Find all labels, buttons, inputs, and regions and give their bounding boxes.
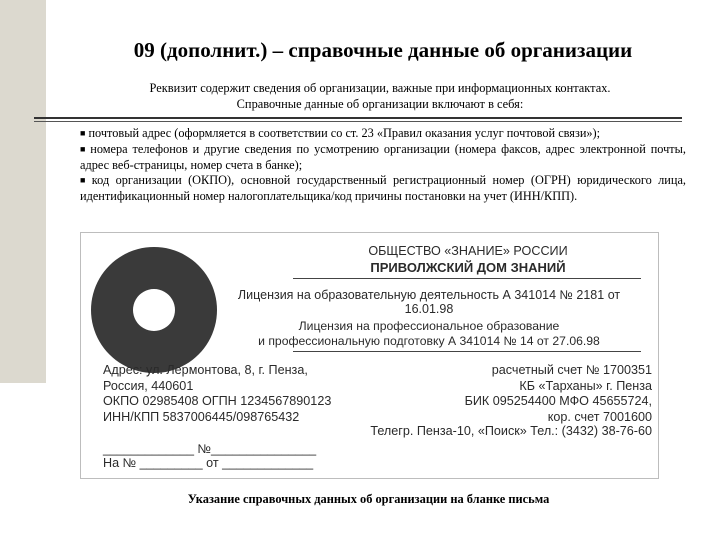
bank-line: БИК 095254400 МФО 45655724, bbox=[464, 394, 652, 408]
org-division: ПРИВОЛЖСКИЙ ДОМ ЗНАНИЙ bbox=[370, 260, 566, 275]
bullet-square-icon: ■ bbox=[80, 175, 89, 186]
telegraph-phone: Телегр. Пенза-10, «Поиск» Тел.: (3432) 38-76-60 bbox=[370, 424, 652, 438]
bullet-list bbox=[80, 126, 686, 205]
bullet-text: номера телефонов и другие сведения по усмотрению организации (номера факсов, адрес электронной почты, адрес веб-страницы, номер счета в банке); bbox=[80, 141, 687, 172]
ring-logo-icon bbox=[89, 245, 219, 375]
registration-fields bbox=[103, 442, 316, 470]
license-professional-line-1: Лицензия на профессиональное образование bbox=[298, 319, 560, 333]
letterhead-divider-2 bbox=[293, 351, 641, 352]
license-professional-line-2: и профессиональную подготовку А 341014 № 14 от 27.06.98 bbox=[258, 334, 600, 348]
intro-line-1: Реквизит содержит сведения об организации, важные при информационных контактах. bbox=[149, 81, 611, 95]
letterhead-sample bbox=[80, 232, 659, 479]
bank-line: кор. счет 7001600 bbox=[547, 409, 652, 424]
bank-line: КБ «Тарханы» г. Пенза bbox=[519, 378, 652, 393]
bank-details bbox=[465, 363, 652, 425]
address-block bbox=[103, 363, 331, 425]
divider-thick bbox=[34, 117, 682, 119]
address-line: Адрес: ул. Лермонтова, 8, г. Пенза, bbox=[103, 363, 308, 377]
intro-text bbox=[60, 80, 700, 112]
bullet-square-icon: ■ bbox=[80, 143, 88, 154]
license-education: Лицензия на образовательную деятельность А 341014 № 2181 от 16.01.98 bbox=[237, 288, 621, 316]
letterhead-divider-1 bbox=[293, 278, 641, 279]
bullet-item bbox=[80, 142, 686, 174]
outgoing-number-line: _____________ №_______________ bbox=[103, 442, 317, 456]
figure-caption: Указание справочных данных об организации на бланке письма bbox=[187, 492, 550, 506]
side-accent-bar bbox=[0, 0, 46, 383]
org-name: ОБЩЕСТВО «ЗНАНИЕ» РОССИИ bbox=[368, 244, 568, 258]
intro-line-2: Справочные данные об организации включают в себя: bbox=[236, 97, 524, 111]
bank-line: расчетный счет № 1700351 bbox=[491, 363, 652, 377]
bullet-item bbox=[80, 126, 686, 142]
bullet-item bbox=[80, 173, 686, 205]
bullet-square-icon: ■ bbox=[80, 128, 86, 138]
okpo-line: ОКПО 02985408 ОГПН 1234567890123 bbox=[103, 394, 332, 408]
bullet-text: почтовый адрес (оформляется в соответствии со ст. 23 «Правил оказания услуг почтовой связи»); bbox=[88, 126, 601, 140]
license-professional bbox=[219, 319, 639, 349]
bullet-text: код организации (ОКПО), основной государственный регистрационный номер (ОГРН) юридического лица, идентификационный номер налогоплательщика/код причины постановки на учет (ИНН/КПП). bbox=[80, 173, 686, 204]
address-line: Россия, 440601 bbox=[103, 378, 194, 393]
inn-line: ИНН/КПП 5837006445/098765432 bbox=[103, 409, 300, 424]
slide-title: 09 (дополнит.) – справочные данные об организации bbox=[133, 38, 633, 62]
reference-number-line: На № _________ от _____________ bbox=[103, 456, 314, 470]
divider-thin bbox=[34, 121, 682, 122]
